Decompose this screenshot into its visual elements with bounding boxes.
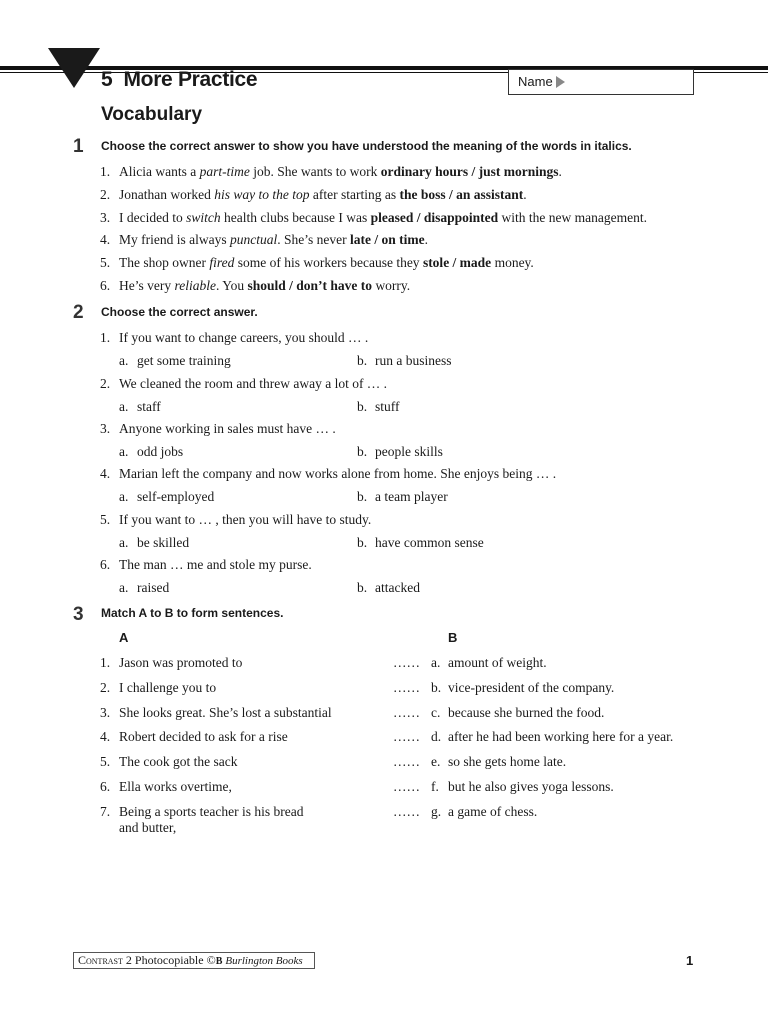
item-number: 6. — [100, 557, 111, 572]
option-a[interactable]: odd jobs — [137, 444, 184, 459]
sentence-start-continued: and butter, — [119, 820, 177, 835]
option-b-label: b. — [357, 399, 368, 414]
answer-choice[interactable]: should / don’t have to — [247, 278, 373, 293]
answer-choice[interactable]: ordinary hours / just mornings — [380, 164, 559, 179]
item-number: 3. — [100, 210, 111, 225]
option-a-label: a. — [119, 489, 129, 504]
sentence-text: some of his workers because they — [234, 255, 423, 270]
option-a-label: a. — [119, 444, 129, 459]
option-b[interactable]: stuff — [375, 399, 400, 414]
option-b[interactable]: have common sense — [375, 535, 484, 550]
option-a-label: a. — [119, 580, 129, 595]
name-label: Name — [518, 74, 553, 89]
question-text: If you want to … , then you will have to study. — [119, 512, 372, 527]
sentence-start: She looks great. She’s lost a substantial — [119, 705, 332, 720]
sentence-start: Robert decided to ask for a rise — [119, 729, 288, 744]
answer-blank[interactable]: …… — [393, 779, 420, 794]
item-number: 6. — [100, 278, 111, 293]
footer-photocopiable: Photocopiable — [134, 953, 204, 967]
answer-choice[interactable]: late / on time — [349, 232, 425, 247]
exercise-number: 2 — [73, 302, 84, 323]
sentence-start: The cook got the sack — [119, 754, 238, 769]
item-number: 7. — [100, 804, 111, 819]
exercise-instruction: Choose the correct answer. — [101, 305, 258, 319]
sentence-text: . She’s never — [277, 232, 350, 247]
question-text: The man … me and stole my purse. — [119, 557, 312, 572]
sentence-text: . — [424, 232, 428, 247]
answer-choice[interactable]: the boss / an assistant — [399, 187, 524, 202]
sentence-text: . You — [215, 278, 248, 293]
ending-label: c. — [431, 705, 441, 720]
sentence-start: I challenge you to — [119, 680, 217, 695]
item-number: 2. — [100, 376, 111, 391]
sentence — [119, 255, 534, 271]
item-number: 2. — [100, 680, 111, 695]
exercise-instruction: Choose the correct answer to show you have understood the meaning of the words in italics. — [101, 139, 632, 153]
option-a-label: a. — [119, 535, 129, 550]
option-b[interactable]: run a business — [375, 353, 452, 368]
question-text: If you want to change careers, you should … . — [119, 330, 369, 345]
column-a-header: A — [119, 630, 129, 645]
option-a-label: a. — [119, 399, 129, 414]
sentence-text: . — [558, 164, 562, 179]
item-number: 2. — [100, 187, 111, 202]
ending-label: e. — [431, 754, 441, 769]
sentence-text: I decided to — [119, 210, 187, 225]
sentence-ending: so she gets home late. — [448, 754, 567, 769]
option-b[interactable]: people skills — [375, 444, 443, 459]
option-a[interactable]: get some training — [137, 353, 231, 368]
answer-blank[interactable]: …… — [393, 754, 420, 769]
item-number: 4. — [100, 729, 111, 744]
question-text: We cleaned the room and threw away a lot of … . — [119, 376, 388, 391]
section-title: Vocabulary — [101, 104, 203, 125]
sentence-ending: because she burned the food. — [448, 705, 605, 720]
ending-label: g. — [431, 804, 442, 819]
italic-word: switch — [186, 210, 221, 225]
answer-blank[interactable]: …… — [393, 680, 420, 695]
item-number: 6. — [100, 779, 111, 794]
sentence-start: Jason was promoted to — [119, 655, 243, 670]
column-b-header: B — [448, 630, 458, 645]
sentence-text: He’s very — [119, 278, 175, 293]
sentence-ending: a game of chess. — [448, 804, 538, 819]
ending-label: d. — [431, 729, 442, 744]
item-number: 3. — [100, 705, 111, 720]
unit-title: 5 More Practice — [101, 68, 258, 91]
question-text: Anyone working in sales must have … . — [119, 421, 336, 436]
sentence — [119, 187, 527, 203]
sentence-text: Jonathan worked — [119, 187, 215, 202]
page-number: 1 — [686, 953, 694, 968]
sentence-ending: after he had been working here for a year. — [448, 729, 674, 744]
answer-choice[interactable]: pleased / disappointed — [370, 210, 499, 225]
item-number: 1. — [100, 330, 111, 345]
sentence-text: with the new management. — [498, 210, 647, 225]
option-b-label: b. — [357, 489, 368, 504]
sentence-ending: vice-president of the company. — [448, 680, 615, 695]
answer-blank[interactable]: …… — [393, 705, 420, 720]
footer-text — [78, 953, 303, 968]
ending-label: a. — [431, 655, 441, 670]
sentence-start: Ella works overtime, — [119, 779, 232, 794]
italic-word: part-time — [199, 164, 250, 179]
sentence-text: health clubs because I was — [220, 210, 371, 225]
option-b-label: b. — [357, 444, 368, 459]
sentence-text: The shop owner — [119, 255, 210, 270]
arrow-right-icon — [556, 76, 565, 88]
footer-publisher: Burlington Books — [225, 955, 303, 967]
ending-label: b. — [431, 680, 442, 695]
footer-brand: Contrast 2 — [78, 953, 132, 967]
exercise-instruction: Match A to B to form sentences. — [101, 606, 284, 620]
exercise-number: 3 — [73, 604, 84, 625]
sentence-text: . — [523, 187, 527, 202]
sentence — [119, 164, 562, 180]
item-number: 3. — [100, 421, 111, 436]
item-number: 1. — [100, 164, 111, 179]
option-a[interactable]: self-employed — [137, 489, 215, 504]
italic-word: reliable — [174, 278, 216, 293]
item-number: 5. — [100, 512, 111, 527]
option-b[interactable]: attacked — [375, 580, 420, 595]
italic-word: fired — [209, 255, 235, 270]
option-b-label: b. — [357, 353, 368, 368]
option-a[interactable]: be skilled — [137, 535, 190, 550]
option-a[interactable]: raised — [137, 580, 170, 595]
sentence-text: money. — [491, 255, 534, 270]
answer-blank[interactable]: …… — [393, 729, 420, 744]
item-number: 5. — [100, 754, 111, 769]
sentence-text: worry. — [372, 278, 411, 293]
item-number: 4. — [100, 466, 111, 481]
ending-label: f. — [431, 779, 439, 794]
sentence-text: job. She wants to work — [249, 164, 381, 179]
footer-copyright: © — [206, 953, 216, 967]
sentence — [119, 232, 428, 248]
option-b-label: b. — [357, 535, 368, 550]
sentence — [119, 278, 410, 294]
sentence-ending: but he also gives yoga lessons. — [448, 779, 614, 794]
option-a[interactable]: staff — [137, 399, 161, 414]
item-number: 1. — [100, 655, 111, 670]
sentence-start: Being a sports teacher is his bread — [119, 804, 304, 819]
exercise-number: 1 — [73, 136, 84, 157]
sentence-text: after starting as — [309, 187, 400, 202]
option-b[interactable]: a team player — [375, 489, 448, 504]
option-a-label: a. — [119, 353, 129, 368]
answer-blank[interactable]: …… — [393, 804, 420, 819]
sentence-text: Alicia wants a — [119, 164, 200, 179]
italic-word: punctual — [229, 232, 278, 247]
unit-triangle-icon — [48, 48, 100, 88]
answer-choice[interactable]: stole / made — [422, 255, 492, 270]
answer-blank[interactable]: …… — [393, 655, 420, 670]
question-text: Marian left the company and now works alone from home. She enjoys being … . — [119, 466, 557, 481]
item-number: 5. — [100, 255, 111, 270]
option-b-label: b. — [357, 580, 368, 595]
item-number: 4. — [100, 232, 111, 247]
sentence-ending: amount of weight. — [448, 655, 547, 670]
sentence-text: My friend is always — [119, 232, 230, 247]
sentence — [119, 210, 647, 226]
publisher-logo-icon: B — [215, 956, 223, 967]
italic-word: his way to the top — [214, 187, 310, 202]
